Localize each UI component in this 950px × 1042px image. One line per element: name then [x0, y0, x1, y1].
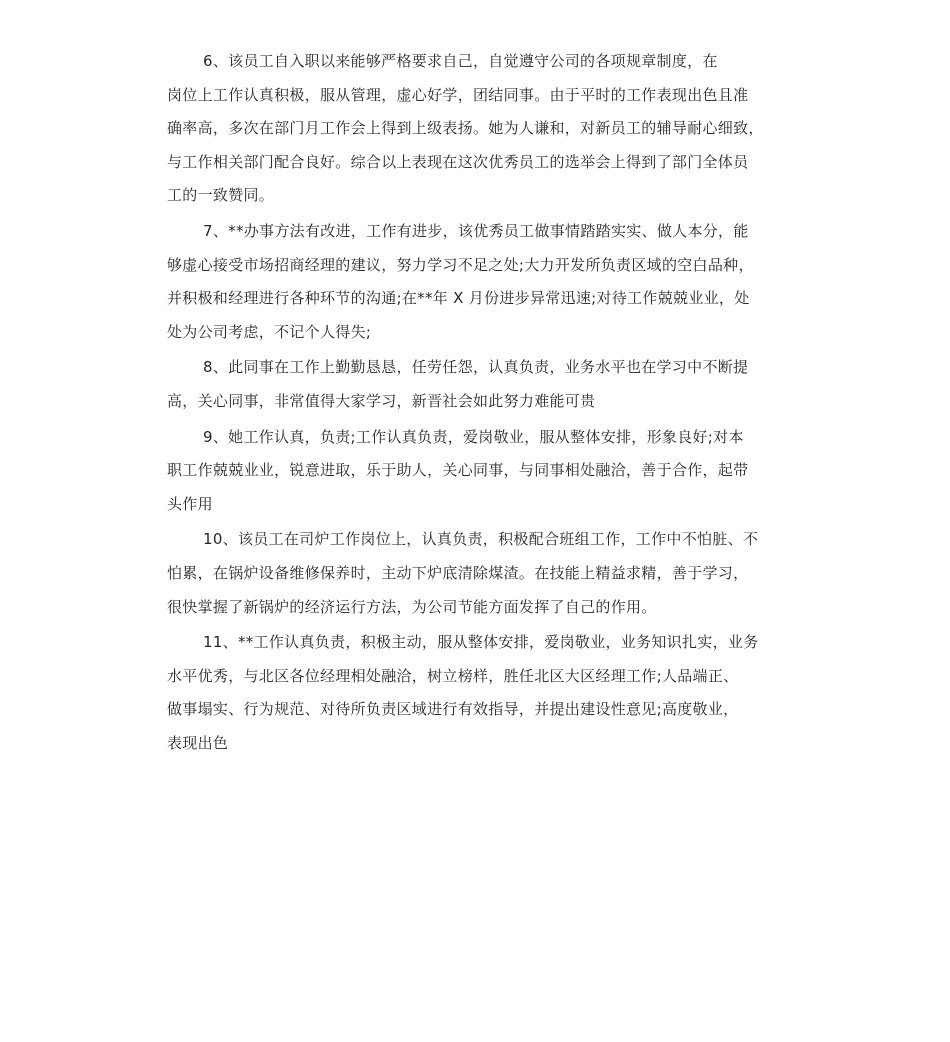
text-line: 并积极和经理进行各种环节的沟通;在**年 X 月份进步异常迅速;对待工作兢兢业业，处 — [167, 289, 750, 308]
paragraph-7 — [167, 215, 803, 349]
text-line: 水平优秀，与北区各位经理相处融洽，树立榜样，胜任北区大区经理工作;人品端正、 — [167, 666, 739, 685]
text-line: 7、**办事方法有改进，工作有进步，该优秀员工做事情踏踏实实、做人本分，能 — [203, 221, 749, 240]
text-line: 11、**工作认真负责，积极主动，服从整体安排，爱岗敬业，业务知识扎实，业务 — [203, 633, 759, 652]
text-line: 8、此同事在工作上勤勤恳恳，任劳任怨，认真负责，业务水平也在学习中不断提 — [203, 358, 749, 377]
text-line: 做事塌实、行为规范、对待所负责区域进行有效指导，并提出建设性意见;高度敬业， — [167, 700, 739, 719]
text-line: 表现出色 — [167, 733, 229, 752]
document-body — [167, 45, 803, 762]
text-line: 9、她工作认真，负责;工作认真负责，爱岗敬业，服从整体安排，形象良好;对本 — [203, 427, 744, 446]
paragraph-6 — [167, 45, 803, 213]
text-line: 头作用 — [167, 494, 213, 513]
text-line: 怕累，在锅炉设备维修保养时，主动下炉底清除煤渣。在技能上精益求精，善于学习， — [167, 563, 749, 582]
paragraph-8 — [167, 351, 803, 418]
text-line: 很快掌握了新锅炉的经济运行方法，为公司节能方面发挥了自己的作用。 — [167, 597, 657, 616]
paragraph-9 — [167, 421, 803, 522]
text-line: 高，关心同事，非常值得大家学习，新晋社会如此努力难能可贵 — [167, 391, 596, 410]
text-line: 10、该员工在司炉工作岗位上，认真负责，积极配合班组工作，工作中不怕脏、不 — [203, 530, 759, 549]
text-line: 工的一致赞同。 — [167, 186, 275, 205]
paragraph-11 — [167, 626, 803, 760]
text-line: 与工作相关部门配合良好。综合以上表现在这次优秀员工的选举会上得到了部门全体员 — [167, 152, 749, 171]
text-line: 岗位上工作认真积极，服从管理，虚心好学，团结同事。由于平时的工作表现出色且准 — [167, 85, 749, 104]
text-line: 处为公司考虑，不记个人得失; — [167, 322, 372, 341]
text-line: 职工作兢兢业业，锐意进取，乐于助人，关心同事，与同事相处融洽，善于合作，起带 — [167, 461, 749, 480]
paragraph-10 — [167, 523, 803, 624]
text-line: 够虚心接受市场招商经理的建议，努力学习不足之处;大力开发所负责区域的空白品种， — [167, 255, 754, 274]
text-line: 6、该员工自入职以来能够严格要求自己，自觉遵守公司的各项规章制度，在 — [203, 52, 718, 70]
text-line: 确率高，多次在部门月工作会上得到上级表扬。她为人谦和，对新员工的辅导耐心细致， — [167, 119, 764, 138]
